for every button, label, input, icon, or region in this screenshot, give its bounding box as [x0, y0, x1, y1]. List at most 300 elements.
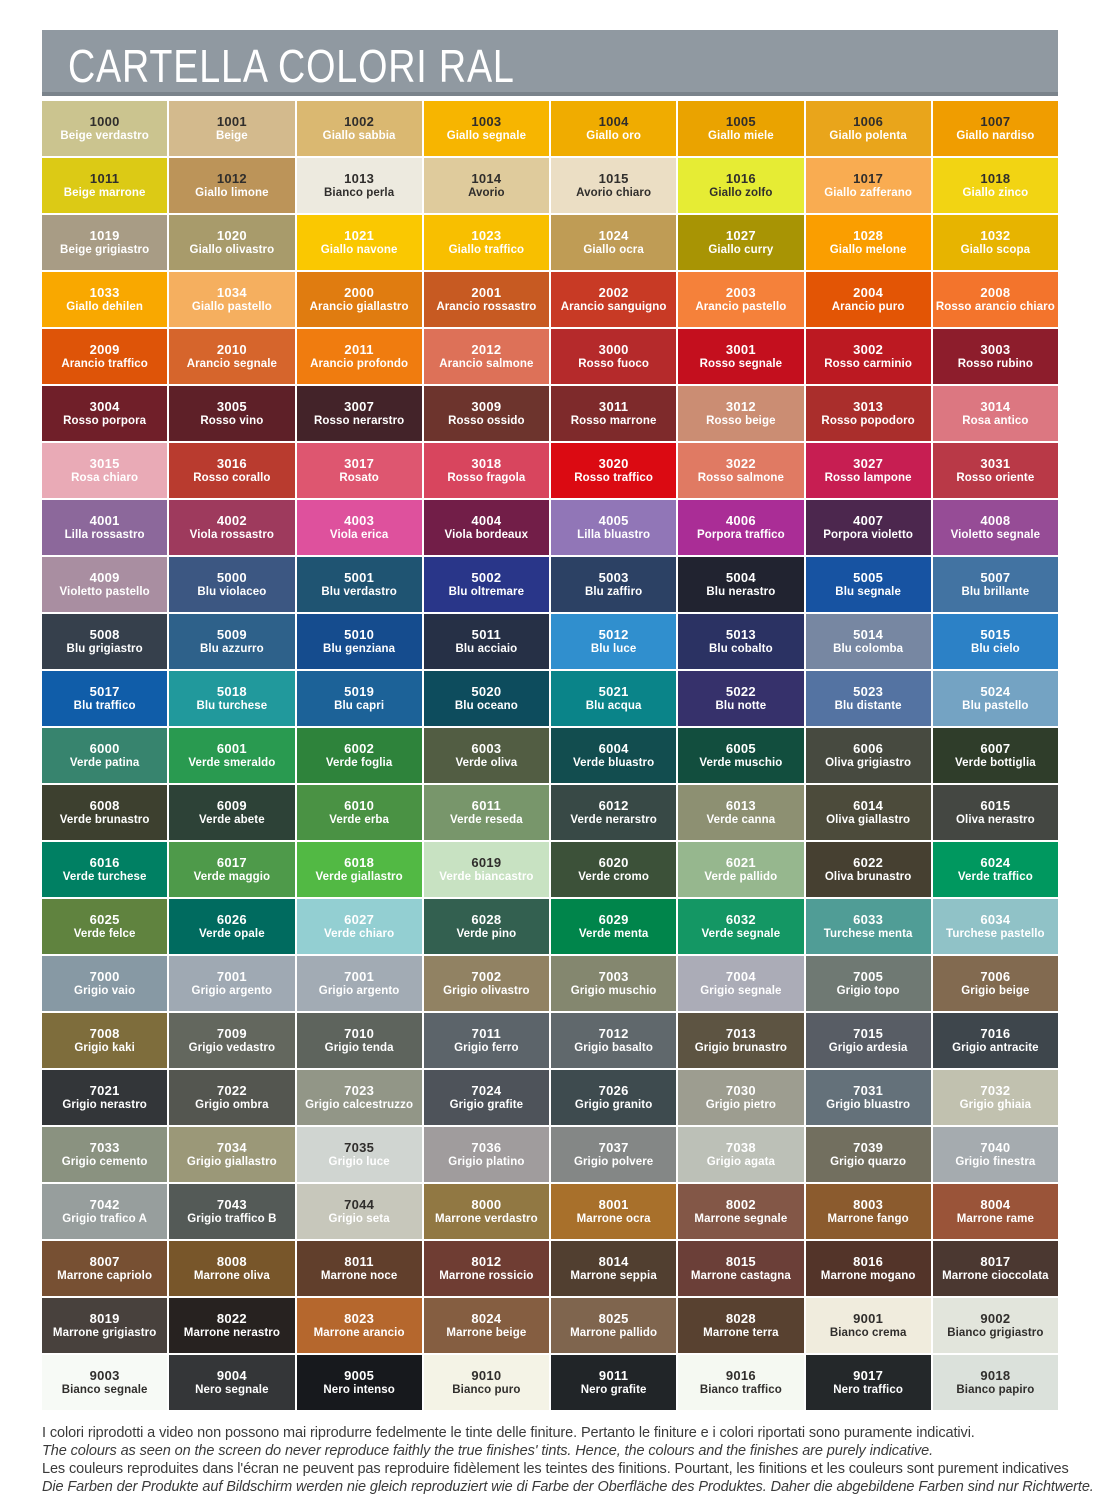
ral-swatch [678, 1298, 803, 1353]
ral-swatch [169, 272, 294, 327]
ral-code: 5007 [980, 570, 1011, 585]
ral-swatch [933, 899, 1058, 954]
ral-swatch [933, 500, 1058, 555]
ral-name: Rosso lampone [824, 472, 912, 484]
ral-swatch [297, 500, 422, 555]
ral-code: 5015 [980, 627, 1011, 642]
ral-code: 2004 [853, 285, 884, 300]
ral-code: 5020 [471, 684, 502, 699]
ral-swatch [806, 785, 931, 840]
ral-name: Marrone castagna [690, 1270, 791, 1282]
ral-swatch [933, 557, 1058, 612]
ral-code: 3018 [471, 456, 502, 471]
ral-swatch [42, 785, 167, 840]
ral-name: Blu oltremare [448, 586, 525, 598]
ral-swatch [933, 1127, 1058, 1182]
ral-code: 3015 [89, 456, 120, 471]
ral-name: Marrone oliva [193, 1270, 270, 1282]
ral-swatch [297, 1070, 422, 1125]
ral-swatch [424, 1298, 549, 1353]
ral-code: 1033 [89, 285, 120, 300]
ral-code: 5010 [344, 627, 375, 642]
ral-code: 1023 [471, 228, 502, 243]
ral-name: Grigio argento [191, 985, 273, 997]
ral-name: Arancio rossastro [436, 301, 537, 313]
ral-code: 1028 [853, 228, 884, 243]
ral-name: Rosa antico [962, 415, 1029, 427]
ral-swatch [806, 386, 931, 441]
ral-swatch [933, 443, 1058, 498]
ral-name: Verde foglia [325, 757, 393, 769]
ral-swatch [806, 215, 931, 270]
ral-code: 5008 [89, 627, 120, 642]
ral-name: Marrone verdastro [435, 1213, 538, 1225]
ral-name: Grigio platino [448, 1156, 525, 1168]
ral-name: Viola erica [329, 529, 389, 541]
ral-code: 3016 [216, 456, 247, 471]
ral-code: 5000 [216, 570, 247, 585]
ral-code: 1027 [725, 228, 756, 243]
ral-swatch [169, 956, 294, 1011]
ral-name: Rosato [339, 472, 379, 484]
ral-swatch [933, 1070, 1058, 1125]
ral-name: Marrone arancio [313, 1327, 405, 1339]
ral-code: 7012 [598, 1026, 629, 1041]
ral-code: 8019 [89, 1311, 120, 1326]
ral-name: Avorio chiaro [576, 187, 652, 199]
ral-swatch [933, 1184, 1058, 1239]
ral-name: Grigio calcestruzzo [305, 1099, 414, 1111]
ral-swatch [678, 1184, 803, 1239]
ral-swatch [678, 1070, 803, 1125]
ral-code: 3005 [216, 399, 247, 414]
ral-code: 4007 [853, 513, 884, 528]
ral-code: 6018 [344, 855, 375, 870]
ral-name: Grigio granito [574, 1099, 653, 1111]
ral-name: Grigio argento [318, 985, 400, 997]
ral-swatch [678, 842, 803, 897]
ral-name: Violetto pastello [59, 586, 150, 598]
ral-swatch [297, 272, 422, 327]
ral-name: Blu turchese [196, 700, 268, 712]
ral-swatch [297, 1127, 422, 1182]
ral-swatch [424, 272, 549, 327]
ral-code: 6027 [344, 912, 375, 927]
ral-name: Blu violaceo [197, 586, 267, 598]
ral-name: Giallo segnale [446, 130, 527, 142]
ral-swatch [933, 158, 1058, 213]
ral-name: Grigio ardesia [828, 1042, 908, 1054]
ral-swatch [169, 728, 294, 783]
ral-swatch [42, 899, 167, 954]
ral-name: Oliva brunastro [824, 871, 912, 883]
ral-name: Giallo scopa [960, 244, 1031, 256]
ral-code: 9001 [853, 1311, 884, 1326]
ral-code: 5004 [725, 570, 756, 585]
ral-name: Grigio giallastro [186, 1156, 277, 1168]
ral-code: 1013 [344, 171, 375, 186]
ral-swatch [933, 728, 1058, 783]
ral-name: Marrone rossicio [439, 1270, 534, 1282]
ral-name: Giallo dehilen [66, 301, 144, 313]
ral-name: Grigio olivastro [443, 985, 530, 997]
ral-name: Turchese menta [823, 928, 913, 940]
ral-name: Blu notte [715, 700, 767, 712]
ral-name: Bianco perla [324, 187, 395, 199]
ral-swatch [678, 386, 803, 441]
ral-swatch [551, 443, 676, 498]
ral-name: Giallo zinco [962, 187, 1029, 199]
ral-code: 6033 [853, 912, 884, 927]
ral-grid [42, 101, 1058, 1410]
ral-swatch [933, 1355, 1058, 1410]
ral-name: Giallo curry [708, 244, 774, 256]
ral-code: 7030 [725, 1083, 756, 1098]
ral-swatch [551, 1355, 676, 1410]
ral-code: 6024 [980, 855, 1011, 870]
ral-code: 6000 [89, 741, 120, 756]
ral-name: Rosso fuoco [578, 358, 649, 370]
ral-name: Verde smeraldo [188, 757, 276, 769]
ral-name: Grigio finestra [955, 1156, 1036, 1168]
ral-name: Arancio puro [831, 301, 905, 313]
ral-code: 8023 [344, 1311, 375, 1326]
ral-name: Verde cromo [578, 871, 650, 883]
ral-code: 7021 [89, 1083, 120, 1098]
ral-name: Marrone cioccolata [942, 1270, 1049, 1282]
ral-name: Verde bluastro [572, 757, 655, 769]
ral-swatch [169, 614, 294, 669]
ral-code: 9004 [216, 1368, 247, 1383]
ral-swatch [424, 1241, 549, 1296]
ral-code: 6029 [598, 912, 629, 927]
ral-name: Blu cielo [970, 643, 1020, 655]
ral-swatch [424, 1184, 549, 1239]
ral-swatch [806, 842, 931, 897]
ral-name: Bianco grigiastro [947, 1327, 1044, 1339]
ral-code: 5005 [853, 570, 884, 585]
disclaimer-line-german: Die Farben der Produkte auf Bildschirm werden nie gleich reproduziert wie di Farbe der Oberfläche des Produktes. Daher die abgebildene Farben sind nur Richtwerte. [42, 1479, 1094, 1495]
ral-code: 8002 [725, 1197, 756, 1212]
ral-name: Blu traffico [73, 700, 136, 712]
ral-swatch [169, 329, 294, 384]
ral-name: Arancio pastello [695, 301, 787, 313]
ral-code: 2010 [216, 342, 247, 357]
ral-code: 9011 [598, 1368, 629, 1383]
ral-swatch [806, 1355, 931, 1410]
ral-code: 6007 [980, 741, 1011, 756]
ral-name: Grigio ferro [454, 1042, 519, 1054]
ral-swatch [169, 1184, 294, 1239]
ral-name: Arancio salmone [439, 358, 534, 370]
ral-swatch [424, 386, 549, 441]
ral-code: 4006 [725, 513, 756, 528]
ral-code: 7031 [853, 1083, 884, 1098]
ral-swatch [806, 272, 931, 327]
ral-swatch [42, 1184, 167, 1239]
ral-swatch [551, 1241, 676, 1296]
ral-code: 5013 [725, 627, 756, 642]
ral-name: Avorio [468, 187, 505, 199]
ral-code: 3003 [980, 342, 1011, 357]
ral-code: 9010 [471, 1368, 502, 1383]
ral-code: 1006 [853, 114, 884, 129]
ral-code: 1020 [216, 228, 247, 243]
ral-name: Grigio beige [961, 985, 1030, 997]
ral-name: Blu cobalto [709, 643, 773, 655]
ral-code: 2001 [471, 285, 502, 300]
ral-code: 9002 [980, 1311, 1011, 1326]
ral-name: Grigio brunastro [694, 1042, 788, 1054]
ral-swatch [169, 785, 294, 840]
ral-swatch [297, 614, 422, 669]
ral-name: Giallo navone [320, 244, 398, 256]
ral-swatch [678, 329, 803, 384]
ral-name: Grigio tenda [324, 1042, 394, 1054]
ral-swatch [169, 1241, 294, 1296]
ral-name: Verde biancastro [439, 871, 534, 883]
title-banner [42, 30, 1058, 96]
ral-swatch [424, 101, 549, 156]
ral-name: Grigio ghiaia [959, 1099, 1032, 1111]
ral-code: 8025 [598, 1311, 629, 1326]
ral-code: 8015 [725, 1254, 756, 1269]
ral-swatch [551, 386, 676, 441]
ral-swatch [551, 272, 676, 327]
ral-code: 1021 [344, 228, 375, 243]
ral-name: Verde nerarstro [570, 814, 657, 826]
ral-code: 5001 [344, 570, 375, 585]
ral-swatch [551, 1298, 676, 1353]
ral-name: Arancio segnale [186, 358, 278, 370]
ral-code: 7038 [725, 1140, 756, 1155]
ral-swatch [806, 671, 931, 726]
ral-swatch [297, 443, 422, 498]
ral-swatch [297, 842, 422, 897]
ral-code: 6009 [216, 798, 247, 813]
ral-code: 6026 [216, 912, 247, 927]
ral-swatch [933, 101, 1058, 156]
ral-swatch [678, 101, 803, 156]
ral-code: 7033 [89, 1140, 120, 1155]
ral-name: Verde chiaro [324, 928, 395, 940]
ral-swatch [42, 1241, 167, 1296]
ral-code: 6020 [598, 855, 629, 870]
ral-code: 4001 [89, 513, 120, 528]
ral-swatch [169, 500, 294, 555]
ral-swatch [933, 956, 1058, 1011]
ral-name: Grigio bluastro [826, 1099, 911, 1111]
ral-code: 7009 [216, 1026, 247, 1041]
ral-name: Rosso fragola [447, 472, 526, 484]
ral-name: Beige grigiastro [60, 244, 150, 256]
ral-swatch [297, 728, 422, 783]
ral-code: 6028 [471, 912, 502, 927]
ral-code: 5017 [89, 684, 120, 699]
ral-name: Verde traffico [957, 871, 1033, 883]
ral-code: 1024 [598, 228, 629, 243]
ral-name: Rosso vino [200, 415, 264, 427]
ral-name: Verde bottiglia [955, 757, 1036, 769]
ral-swatch [297, 329, 422, 384]
ral-swatch [42, 215, 167, 270]
ral-name: Arancio traffico [61, 358, 148, 370]
ral-swatch [806, 614, 931, 669]
ral-name: Verde canna [706, 814, 776, 826]
ral-name: Grigio agata [706, 1156, 776, 1168]
ral-name: Giallo zolfo [709, 187, 773, 199]
ral-swatch [297, 1184, 422, 1239]
ral-code: 6021 [725, 855, 756, 870]
ral-swatch [169, 1127, 294, 1182]
ral-name: Grigio trafico A [62, 1213, 148, 1225]
ral-code: 6001 [216, 741, 247, 756]
ral-code: 3001 [725, 342, 756, 357]
ral-name: Oliva nerastro [956, 814, 1035, 826]
ral-code: 2011 [344, 342, 374, 357]
ral-swatch [169, 1013, 294, 1068]
ral-code: 1001 [216, 114, 247, 129]
ral-name: Blu oceano [454, 700, 518, 712]
ral-swatch [297, 1241, 422, 1296]
ral-swatch [678, 272, 803, 327]
ral-name: Marrone capriolo [57, 1270, 153, 1282]
ral-swatch [933, 614, 1058, 669]
ral-code: 2008 [980, 285, 1011, 300]
ral-code: 7003 [598, 969, 629, 984]
ral-name: Rosso popodoro [821, 415, 915, 427]
ral-swatch [551, 671, 676, 726]
ral-swatch [933, 671, 1058, 726]
ral-code: 1017 [853, 171, 884, 186]
ral-name: Blu acqua [585, 700, 642, 712]
ral-swatch [551, 101, 676, 156]
ral-code: 9017 [853, 1368, 884, 1383]
ral-swatch [806, 1241, 931, 1296]
ral-name: Viola rossastro [189, 529, 275, 541]
ral-swatch [297, 671, 422, 726]
ral-code: 1011 [89, 171, 120, 186]
ral-name: Giallo ocra [583, 244, 644, 256]
ral-swatch [42, 443, 167, 498]
ral-name: Blu segnale [835, 586, 901, 598]
ral-name: Grigio vedastro [188, 1042, 276, 1054]
ral-swatch [933, 1241, 1058, 1296]
ral-swatch [42, 1013, 167, 1068]
ral-code: 8007 [89, 1254, 120, 1269]
ral-code: 6019 [471, 855, 502, 870]
ral-code: 7022 [216, 1083, 247, 1098]
ral-name: Verde opale [199, 928, 265, 940]
ral-name: Oliva giallastro [826, 814, 911, 826]
ral-code: 6011 [471, 798, 502, 813]
ral-name: Verde giallastro [315, 871, 403, 883]
ral-name: Grigio kaki [74, 1042, 135, 1054]
ral-swatch [678, 1355, 803, 1410]
ral-swatch [424, 1127, 549, 1182]
ral-name: Bianco puro [452, 1384, 521, 1396]
disclaimer-line-italian: I colori riprodotti a video non possono mai riprodurre fedelmente le tinte delle finiture. Pertanto le finiture e i colori riportati sono puramente indicativi. [42, 1425, 975, 1441]
ral-name: Marrone rame [956, 1213, 1034, 1225]
ral-swatch [169, 842, 294, 897]
ral-name: Porpora violetto [823, 529, 914, 541]
ral-swatch [678, 956, 803, 1011]
disclaimer-line-french: Les couleurs reproduites dans l'écran ne peuvent pas reproduire fidèlement les teintes des finitions. Pourtant, les finitions et les couleurs sont purement indicatives [42, 1461, 1069, 1477]
ral-name: Blu verdastro [321, 586, 397, 598]
ral-code: 2009 [89, 342, 120, 357]
ral-swatch [551, 842, 676, 897]
ral-name: Grigio antracite [952, 1042, 1039, 1054]
ral-code: 6022 [853, 855, 884, 870]
ral-code: 9005 [344, 1368, 375, 1383]
ral-swatch [42, 842, 167, 897]
ral-code: 6012 [598, 798, 629, 813]
ral-code: 5019 [344, 684, 375, 699]
ral-name: Bianco papiro [956, 1384, 1035, 1396]
ral-code: 8003 [853, 1197, 884, 1212]
ral-swatch [933, 1013, 1058, 1068]
ral-swatch [551, 557, 676, 612]
ral-code: 6005 [725, 741, 756, 756]
ral-name: Porpora traffico [696, 529, 785, 541]
ral-code: 3020 [598, 456, 629, 471]
ral-code: 8014 [598, 1254, 629, 1269]
ral-code: 3007 [344, 399, 375, 414]
ral-code: 7037 [598, 1140, 629, 1155]
ral-code: 8016 [853, 1254, 884, 1269]
ral-swatch [42, 956, 167, 1011]
ral-name: Verde segnale [701, 928, 781, 940]
ral-code: 1019 [89, 228, 120, 243]
ral-swatch [678, 899, 803, 954]
ral-name: Verde muschio [699, 757, 783, 769]
ral-swatch [424, 842, 549, 897]
ral-swatch [42, 101, 167, 156]
ral-code: 1016 [725, 171, 756, 186]
ral-name: Rosso carminio [824, 358, 912, 370]
ral-swatch [678, 557, 803, 612]
ral-code: 2012 [471, 342, 502, 357]
ral-name: Verde pino [456, 928, 517, 940]
ral-code: 7005 [853, 969, 884, 984]
ral-swatch [42, 728, 167, 783]
ral-swatch [551, 1013, 676, 1068]
ral-swatch [424, 728, 549, 783]
ral-swatch [424, 671, 549, 726]
ral-swatch [297, 215, 422, 270]
ral-swatch [424, 1013, 549, 1068]
ral-swatch [806, 728, 931, 783]
ral-code: 7023 [344, 1083, 375, 1098]
ral-swatch [806, 158, 931, 213]
ral-swatch [169, 158, 294, 213]
ral-code: 7040 [980, 1140, 1011, 1155]
ral-swatch [424, 557, 549, 612]
ral-swatch [42, 1355, 167, 1410]
ral-name: Blu brillante [961, 586, 1030, 598]
ral-swatch [169, 1355, 294, 1410]
ral-swatch [933, 329, 1058, 384]
ral-code: 5023 [853, 684, 884, 699]
ral-swatch [806, 1070, 931, 1125]
ral-swatch [806, 1013, 931, 1068]
ral-code: 5022 [725, 684, 756, 699]
ral-code: 3027 [853, 456, 884, 471]
ral-swatch [424, 899, 549, 954]
ral-name: Violetto segnale [950, 529, 1041, 541]
ral-name: Verde turchese [62, 871, 147, 883]
ral-code: 8024 [471, 1311, 502, 1326]
